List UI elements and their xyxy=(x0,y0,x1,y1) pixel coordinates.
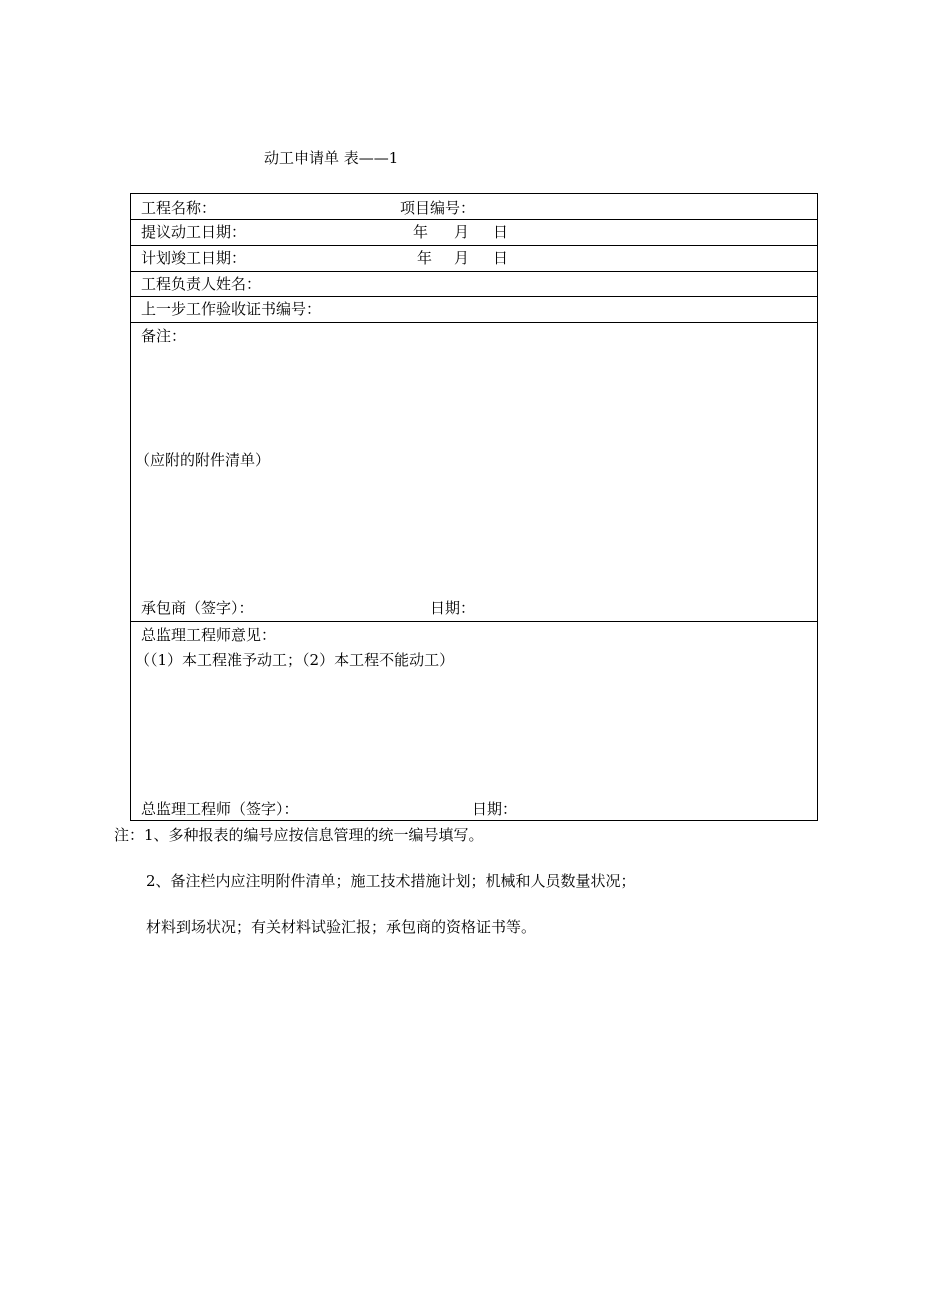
chief-options-text: （（1）本工程准予动工；（2）本工程不能动工） xyxy=(135,651,455,669)
chief-opinion-label: 总监理工程师意见： xyxy=(141,626,277,644)
planned-year-label: 年 xyxy=(417,249,433,267)
proposed-month-label: 月 xyxy=(454,223,470,241)
row-divider xyxy=(131,271,817,272)
project-name-label: 工程名称： xyxy=(141,199,217,217)
planned-day-label: 日 xyxy=(493,249,509,267)
proposed-day-label: 日 xyxy=(493,223,509,241)
planned-month-label: 月 xyxy=(454,249,470,267)
note-line-1: 注：1、多种报表的编号应按信息管理的统一编号填写。 xyxy=(114,826,484,844)
note-line-3: 材料到场状况；有关材料试验汇报；承包商的资格证书等。 xyxy=(146,918,537,936)
row-divider xyxy=(131,296,817,297)
form-title: 动工申请单 表——1 xyxy=(264,149,399,167)
chief-signature-label: 总监理工程师（签字）： xyxy=(141,800,299,818)
project-manager-label: 工程负责人姓名： xyxy=(141,275,262,293)
contractor-signature-label: 承包商（签字）： xyxy=(141,599,254,617)
row-divider xyxy=(131,621,817,622)
row-divider xyxy=(131,219,817,220)
proposed-start-date-label: 提议动工日期： xyxy=(141,223,247,241)
proposed-year-label: 年 xyxy=(413,223,429,241)
planned-finish-date-label: 计划竣工日期： xyxy=(141,249,247,267)
start-application-form xyxy=(130,193,818,821)
contractor-date-label: 日期： xyxy=(430,599,476,617)
attachments-hint: （应附的附件清单） xyxy=(135,451,271,469)
note-line-2: 2、备注栏内应注明附件清单；施工技术措施计划；机械和人员数量状况； xyxy=(146,872,636,890)
chief-date-label: 日期： xyxy=(472,800,518,818)
project-number-label: 项目编号： xyxy=(400,199,476,217)
remarks-label: 备注： xyxy=(141,327,187,345)
row-divider xyxy=(131,322,817,323)
row-divider xyxy=(131,245,817,246)
previous-certificate-label: 上一步工作验收证书编号： xyxy=(141,300,322,318)
